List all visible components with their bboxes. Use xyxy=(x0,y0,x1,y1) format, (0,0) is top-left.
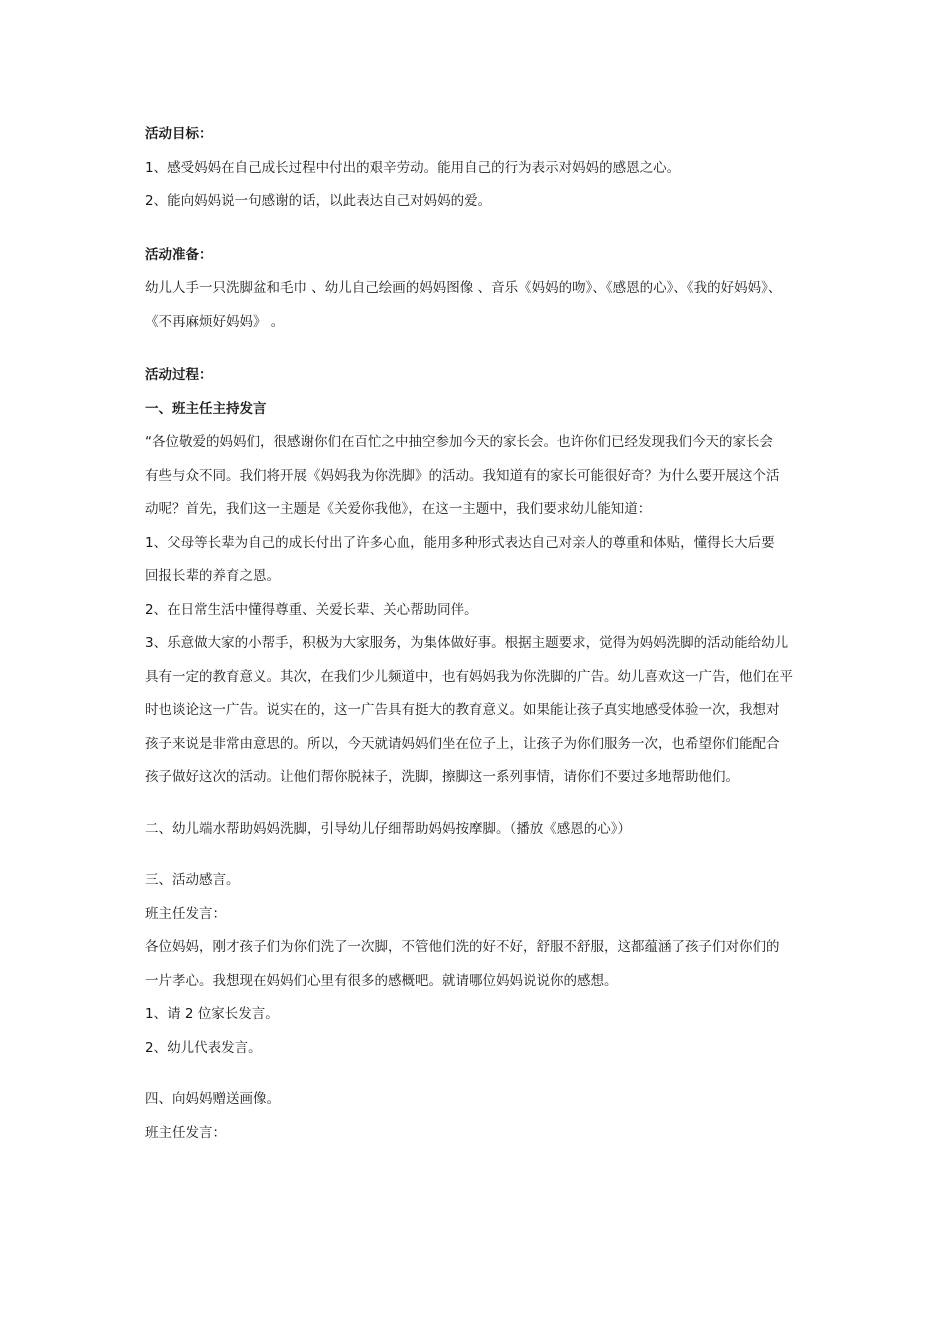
document-page xyxy=(145,118,813,1150)
section-4-title: 四、向妈妈赠送画像。 xyxy=(145,1091,280,1107)
preparation-line-2: 《不再麻烦好妈妈》 。 xyxy=(145,313,285,330)
goal-item-1: 1、感受妈妈在自己成长过程中付出的艰辛劳动。能用自己的行为表示对妈妈的感恩之心。 xyxy=(145,159,681,176)
section-3-speech-line: 各位妈妈，刚才孩子们为你们洗了一次脚，不管他们洗的好不好，舒服不舒服，这都蕴涵了孩子们对你们的 xyxy=(145,939,780,955)
preparation-heading: 活动准备： xyxy=(145,246,213,263)
section-1-speech-line: “各位敬爱的妈妈们，很感谢你们在百忙之中抽空参加今天的家长会。也许你们已经发现我们今天的家长会 xyxy=(145,434,773,450)
goals-heading: 活动目标： xyxy=(145,126,213,142)
point-2-line: 2、在日常生活中懂得尊重、关爱长辈、关心帮助同伴。 xyxy=(145,601,478,618)
point-3-line: 时也谈论这一广告。说实在的，这一广告具有挺大的教育意义。如果能让孩子真实地感受体验一次，我想对 xyxy=(145,702,780,718)
section-3-item-1: 1、请 2 位家长发言。 xyxy=(145,1006,279,1022)
section-1-speech-line: 动呢？首先，我们这一主题是《关爱你我他》，在这一主题中，我们要求幼儿能知道： xyxy=(145,501,652,517)
point-3-line: 孩子来说是非常由意思的。所以，今天就请妈妈们坐在位子上，让孩子为你们服务一次，也希望你们能配合 xyxy=(145,735,780,752)
point-3-line: 3、乐意做大家的小帮手，积极为大家服务，为集体做好事。根据主题要求，觉得为妈妈洗脚的活动能给幼儿 xyxy=(145,635,789,651)
section-3-speech-line: 一片孝心。我想现在妈妈们心里有很多的感概吧。就请哪位妈妈说说你的感想。 xyxy=(145,972,618,989)
section-2-title: 二、幼儿端水帮助妈妈洗脚，引导幼儿仔细帮助妈妈按摩脚。（播放《感恩的心》） xyxy=(145,820,631,837)
point-1-line: 1、父母等长辈为自己的成长付出了许多心血，能用多种形式表达自己对亲人的尊重和体贴，懂得长大后要 xyxy=(145,534,775,551)
spacer xyxy=(145,795,813,813)
section-1-title: 一、班主任主持发言 xyxy=(145,400,267,417)
section-4-speaker: 班主任发言： xyxy=(145,1124,226,1141)
goal-item-2: 2、能向妈妈说一句感谢的话，以此表达自己对妈妈的爱。 xyxy=(145,193,492,209)
spacer xyxy=(145,219,813,239)
point-3-line: 孩子做好这次的活动。让他们帮你脱袜子，洗脚，擦脚这一系列事情，请你们不要过多地帮助他们。 xyxy=(145,769,739,785)
preparation-line-1: 幼儿人手一只洗脚盆和毛巾 、幼儿自己绘画的妈妈图像 、音乐《妈妈的吻》、《感恩的心》、《我的好妈妈》、 xyxy=(145,280,782,296)
section-1-speech-line: 有些与众不同。我们将开展《妈妈我为你洗脚》的活动。我知道有的家长可能很好奇？为什么要开展这个活 xyxy=(145,467,780,484)
point-1-line: 回报长辈的养育之恩。 xyxy=(145,568,280,584)
point-3-line: 具有一定的教育意义。其次，在我们少儿频道中，也有妈妈我为你洗脚的广告。幼儿喜欢这一广告，他们在平 xyxy=(145,668,793,685)
spacer xyxy=(145,846,813,864)
process-heading: 活动过程： xyxy=(145,367,213,383)
section-3-speaker: 班主任发言： xyxy=(145,905,226,922)
section-3-title: 三、活动感言。 xyxy=(145,872,240,888)
spacer xyxy=(145,1065,813,1083)
spacer xyxy=(145,339,813,359)
section-3-item-2: 2、幼儿代表发言。 xyxy=(145,1039,262,1056)
